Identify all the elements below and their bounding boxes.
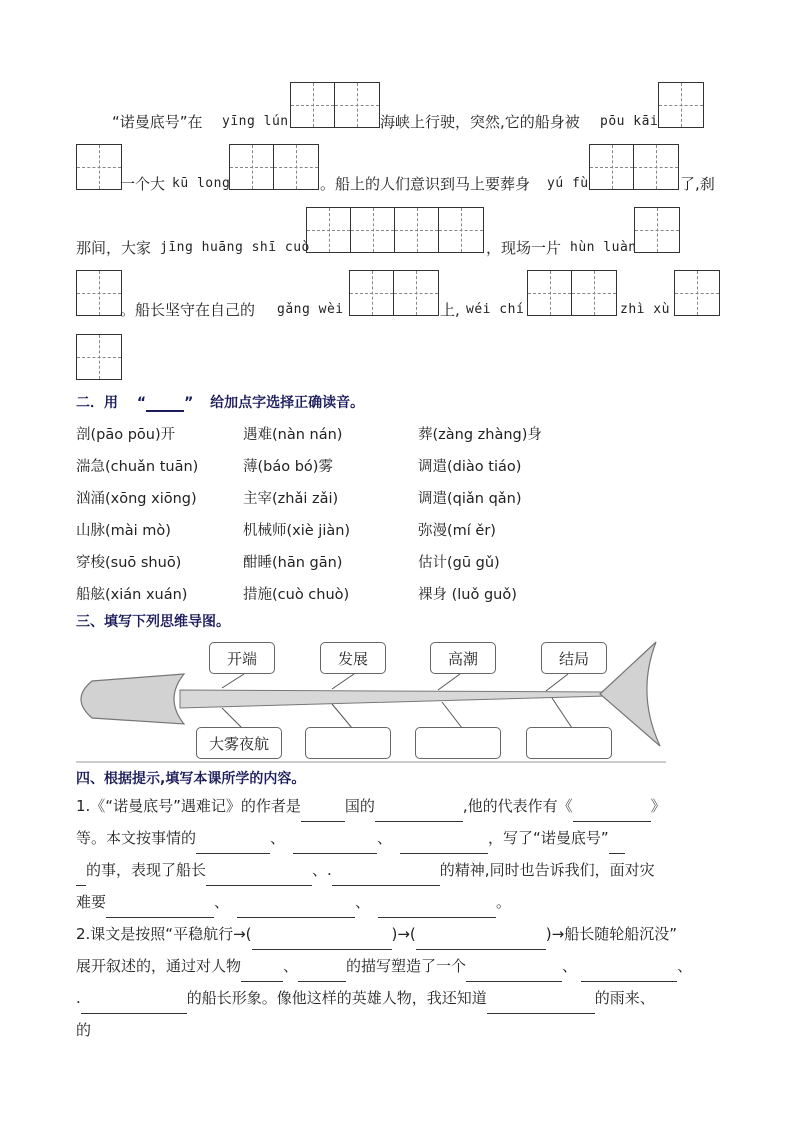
answer-blank[interactable]: [581, 965, 677, 982]
bone-line: [438, 674, 460, 690]
fishbone-answer-box[interactable]: [526, 727, 612, 759]
answer-blank[interactable]: [206, 869, 312, 886]
fishbone-label-ending: 结局: [541, 642, 607, 674]
pinyin: gǎng wèi: [277, 302, 344, 317]
writing-grid[interactable]: [658, 82, 704, 128]
fishbone-label-development: 发展: [320, 642, 386, 674]
pronunciation-item[interactable]: 湍急(chuǎn tuān): [76, 459, 199, 475]
text: 、: [377, 829, 393, 847]
answer-blank[interactable]: [609, 837, 625, 854]
section-heading: [76, 392, 364, 412]
text: 上,: [440, 301, 460, 319]
bone-line: [332, 704, 352, 728]
q1-line-4: [76, 886, 511, 918]
text: 、: [677, 957, 693, 975]
text: 、: [355, 893, 371, 911]
writing-grid[interactable]: [589, 144, 679, 190]
writing-grid[interactable]: [229, 144, 319, 190]
pronunciation-item[interactable]: 调遣(diào tiáo): [418, 459, 522, 475]
pronunciation-item[interactable]: 汹涌(xōng xiōng): [76, 491, 197, 507]
pinyin: yú fù: [547, 176, 589, 191]
text: 、: [562, 957, 578, 975]
text: 1.《“诺曼底号”遇难记》的作者是: [76, 797, 301, 815]
fish-spine: [180, 690, 606, 708]
text: ，现场一片: [486, 239, 562, 257]
answer-blank[interactable]: [400, 837, 488, 854]
bone-line: [222, 674, 244, 688]
fishbone-label-start: 开端: [209, 642, 275, 674]
text: 的雨来、: [594, 989, 655, 1007]
answer-blank[interactable]: [487, 997, 595, 1014]
text: 的精神,同时也告诉我们，面对灾: [439, 861, 655, 879]
answer-blank[interactable]: [106, 901, 214, 918]
text: 。: [496, 893, 512, 911]
text: ,他的代表作有《: [462, 797, 573, 815]
heading-part: 二．用: [76, 395, 118, 411]
text: 的: [76, 1021, 92, 1039]
fishbone-answer-box[interactable]: [305, 727, 391, 759]
text: 2.课文是按照“平稳航行→(: [76, 925, 252, 943]
text: 一个大: [120, 175, 166, 193]
writing-grid[interactable]: [527, 270, 617, 316]
pronunciation-item[interactable]: 穿梭(suō shuō): [76, 555, 182, 571]
pronunciation-item[interactable]: 估计(gū gǔ): [418, 555, 500, 571]
text: 》: [650, 797, 666, 815]
text: 的描写塑造了一个: [346, 957, 467, 975]
text: 了,刹: [680, 175, 715, 193]
answer-blank[interactable]: [81, 997, 187, 1014]
pronunciation-item[interactable]: 酣睡(hān gān): [243, 555, 343, 571]
writing-grid[interactable]: [349, 270, 439, 316]
text: 等。本文按事情的: [76, 829, 197, 847]
fishbone-label-climax: 高潮: [430, 642, 496, 674]
pinyin: kū long: [172, 176, 231, 191]
pinyin: hùn luàn: [570, 240, 637, 255]
answer-blank[interactable]: [237, 901, 355, 918]
pronunciation-item[interactable]: 山脉(mài mò): [76, 523, 171, 539]
q2-line-1: [76, 918, 677, 950]
fish-head: [81, 674, 184, 724]
answer-blank[interactable]: [293, 837, 377, 854]
writing-grid[interactable]: [634, 207, 680, 253]
answer-blank[interactable]: [252, 933, 392, 950]
pronunciation-item[interactable]: 主宰(zhǎi zǎi): [243, 491, 339, 507]
heading-quote: “: [136, 395, 147, 411]
q1-line-1: [76, 790, 666, 822]
heading-part: 给加点字选择正确读音。: [210, 395, 365, 411]
q2-line-4: [76, 1014, 91, 1046]
pronunciation-item[interactable]: 遇难(nàn nán): [243, 427, 343, 443]
pronunciation-item[interactable]: 薄(báo bó)雾: [243, 459, 333, 475]
q2-line-2: [76, 950, 692, 982]
pronunciation-item[interactable]: 措施(cuò chuò): [243, 587, 350, 603]
pronunciation-item[interactable]: 剖(pāo pōu)开: [76, 427, 176, 443]
pronunciation-item[interactable]: 弥漫(mí ěr): [418, 523, 496, 539]
bone-line: [552, 698, 572, 728]
text: ，写了“诺曼底号”: [488, 829, 609, 847]
answer-blank[interactable]: [196, 837, 270, 854]
pronunciation-item[interactable]: 船舷(xián xuán): [76, 587, 188, 603]
answer-blank[interactable]: [241, 965, 283, 982]
writing-grid[interactable]: [76, 144, 122, 190]
text: 难要: [76, 893, 107, 911]
pronunciation-item[interactable]: 葬(zàng zhàng)身: [418, 427, 542, 443]
q1-line-3: [76, 854, 655, 886]
answer-blank[interactable]: [573, 805, 651, 822]
answer-blank[interactable]: [301, 805, 345, 822]
text: )→(: [391, 925, 416, 943]
section-heading: 四、根据提示,填写本课所学的内容。: [76, 771, 306, 787]
answer-blank[interactable]: [378, 901, 496, 918]
text: 、: [270, 829, 286, 847]
fishbone-answer-first: 大雾夜航: [196, 727, 282, 759]
pronunciation-item[interactable]: 机械师(xiè jiàn): [243, 523, 351, 539]
text: 海峡上行驶，突然,它的船身被: [380, 113, 580, 131]
fishbone-answer-box[interactable]: [415, 727, 501, 759]
answer-blank[interactable]: [416, 933, 546, 950]
answer-blank[interactable]: [466, 965, 562, 982]
bone-line: [222, 708, 242, 728]
text: 的船长形象。像他这样的英雄人物，我还知道: [186, 989, 487, 1007]
text: 的事，表现了船长: [86, 861, 207, 879]
bone-line: [332, 674, 354, 689]
writing-grid[interactable]: [674, 270, 720, 316]
heading-blank: [146, 394, 184, 412]
text: 国的: [344, 797, 375, 815]
pronunciation-item[interactable]: 调遣(qiǎn qǎn): [418, 491, 522, 507]
bone-line: [546, 674, 568, 691]
section-heading: 三、填写下列思维导图。: [76, 614, 230, 630]
answer-blank[interactable]: [375, 805, 463, 822]
writing-grid[interactable]: [76, 334, 122, 380]
writing-grid[interactable]: [76, 270, 122, 316]
text: 。船上的人们意识到马上要葬身: [320, 175, 531, 193]
bone-line: [442, 702, 462, 728]
q2-line-3: [76, 982, 655, 1014]
text: 、: [214, 893, 230, 911]
pinyin: yīng lún: [222, 114, 289, 129]
pinyin: wéi chí: [466, 302, 525, 317]
pronunciation-item[interactable]: 裸身 (luǒ guǒ): [418, 587, 517, 603]
pinyin: pōu kāi: [600, 114, 659, 129]
text: 那间，大家: [76, 239, 152, 257]
text: )→船长随轮船沉没”: [545, 925, 677, 943]
answer-blank[interactable]: [298, 965, 346, 982]
text: “诺曼底号”在: [112, 113, 203, 131]
answer-blank[interactable]: [332, 869, 440, 886]
heading-quote: ”: [184, 395, 194, 411]
text: 、: [283, 957, 299, 975]
answer-blank[interactable]: [76, 869, 86, 886]
text: 。船长坚守在自己的: [120, 301, 256, 319]
pinyin: jīng huāng shī cuò: [160, 240, 310, 255]
text: 、.: [312, 861, 332, 879]
writing-grid[interactable]: [290, 82, 380, 128]
pinyin: zhì xù: [620, 302, 670, 317]
q1-line-2: [76, 822, 625, 854]
text: .: [76, 989, 81, 1007]
writing-grid[interactable]: [306, 207, 484, 253]
text: 展开叙述的，通过对人物: [76, 957, 242, 975]
